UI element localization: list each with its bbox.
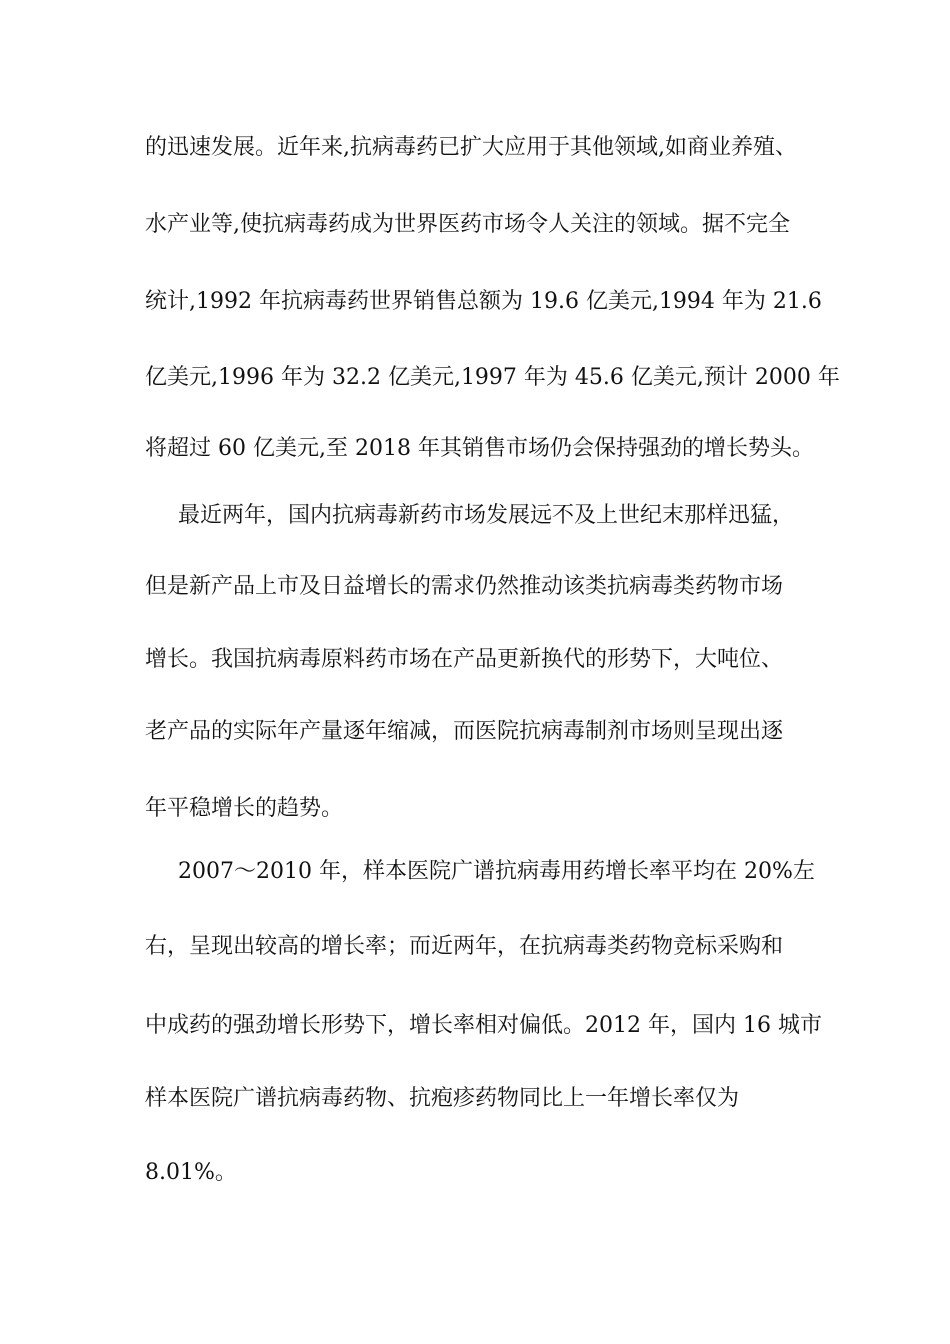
paragraph-1-line-5: 将超过 60 亿美元,至 2018 年其销售市场仍会保持强劲的增长势头。 — [145, 436, 814, 461]
paragraph-3-line-5: 8.01%。 — [145, 1160, 237, 1185]
paragraph-2-line-1: 最近两年，国内抗病毒新药市场发展远不及上世纪末那样迅猛， — [178, 503, 795, 528]
paragraph-1-line-2: 水产业等,使抗病毒药成为世界医药市场令人关注的领域。据不完全 — [145, 212, 790, 237]
paragraph-2-line-3: 增长。我国抗病毒原料药市场在产品更新换代的形势下，大吨位、 — [145, 647, 784, 672]
paragraph-1-line-1: 的迅速发展。近年来,抗病毒药已扩大应用于其他领域,如商业养殖、 — [145, 135, 797, 160]
paragraph-3-line-1: 2007～2010 年，样本医院广谱抗病毒用药增长率平均在 20%左 — [178, 859, 815, 884]
paragraph-2-line-2: 但是新产品上市及日益增长的需求仍然推动该类抗病毒类药物市场 — [145, 574, 784, 599]
paragraph-2-line-5: 年平稳增长的趋势。 — [145, 796, 344, 821]
paragraph-3-line-3: 中成药的强劲增长形势下，增长率相对偏低。2012 年，国内 16 城市 — [145, 1013, 822, 1038]
paragraph-2-line-4: 老产品的实际年产量逐年缩减，而医院抗病毒制剂市场则呈现出逐 — [145, 719, 784, 744]
paragraph-3-line-4: 样本医院广谱抗病毒药物、抗疱疹药物同比上一年增长率仅为 — [145, 1086, 740, 1111]
paragraph-1-line-3: 统计,1992 年抗病毒药世界销售总额为 19.6 亿美元,1994 年为 21.6 — [145, 289, 822, 314]
paragraph-1-line-4: 亿美元,1996 年为 32.2 亿美元,1997 年为 45.6 亿美元,预计 2000 年 — [145, 365, 840, 390]
paragraph-3-line-2: 右，呈现出较高的增长率；而近两年，在抗病毒类药物竞标采购和 — [145, 934, 784, 959]
